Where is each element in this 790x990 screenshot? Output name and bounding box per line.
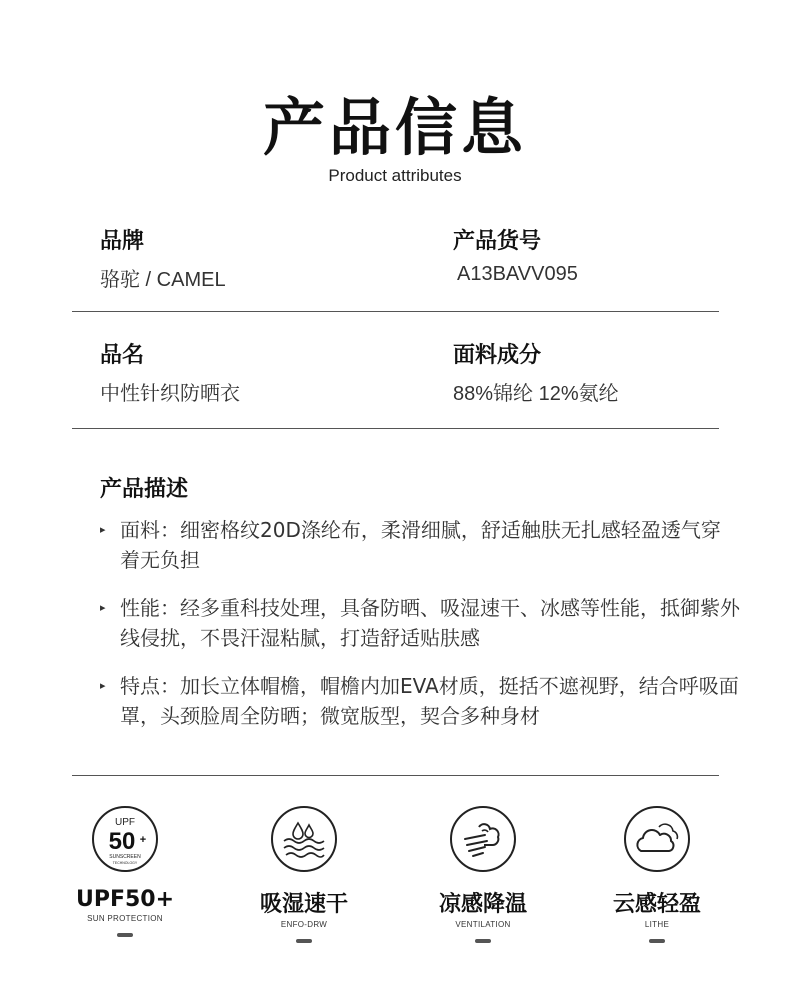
description-text: 面料：细密格纹20D涤纶布，柔滑细腻，舒适触肤无扎感轻盈透气穿着无负担 bbox=[120, 518, 721, 572]
upf50-icon bbox=[91, 805, 159, 873]
attribute-item-number bbox=[453, 224, 578, 286]
attribute-label: 产品货号 bbox=[453, 229, 542, 254]
divider bbox=[72, 775, 719, 776]
feature-lightweight bbox=[572, 805, 742, 943]
bullet-triangle-icon: ▸ bbox=[100, 523, 106, 536]
page-subtitle: Product attributes bbox=[328, 166, 462, 185]
upf-badge-bottom2: TECHNOLOGY bbox=[112, 861, 138, 865]
feature-label: 吸湿速干 bbox=[259, 892, 348, 917]
moisture-wicking-icon bbox=[270, 805, 338, 873]
feature-sublabel: ENFO-DRW bbox=[280, 920, 328, 929]
attribute-value: A13BAVV095 bbox=[457, 263, 578, 285]
feature-sublabel: SUN PROTECTION bbox=[87, 914, 163, 923]
page-title: 产品信息 bbox=[262, 91, 527, 164]
description-item bbox=[100, 515, 740, 575]
attribute-value: 中性针织防晒衣 bbox=[100, 383, 240, 405]
description-title: 产品描述 bbox=[100, 477, 189, 502]
feature-dash bbox=[117, 933, 133, 937]
feature-label: 凉感降温 bbox=[438, 892, 527, 917]
attribute-brand bbox=[100, 224, 226, 292]
attribute-label: 品牌 bbox=[100, 229, 145, 254]
upf-badge-bottom: SUNSCREEN bbox=[109, 854, 141, 860]
upf-badge-number: 50 bbox=[108, 828, 136, 855]
attribute-product-name bbox=[100, 338, 240, 406]
ventilation-icon bbox=[449, 805, 517, 873]
description-list bbox=[100, 515, 740, 749]
description-text: 特点：加长立体帽檐，帽檐内加EVA材质，挺括不遮视野，结合呼吸面罩，头颈脸周全防晒；微宽版型，契合多种身材 bbox=[120, 674, 739, 728]
attribute-value: 88%锦纶 12%氨纶 bbox=[453, 383, 619, 405]
attribute-label: 面料成分 bbox=[453, 343, 542, 368]
feature-label: UPF50+ bbox=[75, 887, 175, 912]
attribute-value: 骆驼 / CAMEL bbox=[100, 269, 226, 291]
feature-sublabel: LITHE bbox=[644, 920, 670, 929]
attribute-label: 品名 bbox=[100, 343, 145, 368]
description-text: 性能：经多重科技处理，具备防晒、吸湿速干、冰感等性能，抵御紫外线侵扰，不畏汗湿粘腻，打造舒适贴肤感 bbox=[120, 596, 740, 650]
feature-sublabel: VENTILATION bbox=[455, 920, 511, 929]
bullet-triangle-icon: ▸ bbox=[100, 601, 106, 614]
bullet-triangle-icon: ▸ bbox=[100, 679, 106, 692]
description-item bbox=[100, 671, 740, 731]
feature-upf bbox=[40, 805, 210, 937]
feature-dash bbox=[475, 939, 491, 943]
divider bbox=[72, 428, 719, 429]
cloud-icon bbox=[623, 805, 691, 873]
upf-badge-top: UPF bbox=[115, 817, 135, 828]
feature-dash bbox=[649, 939, 665, 943]
upf-badge-plus: + bbox=[139, 834, 147, 846]
feature-dash bbox=[296, 939, 312, 943]
description-item bbox=[100, 593, 740, 653]
feature-label: 云感轻盈 bbox=[612, 892, 701, 917]
divider bbox=[72, 311, 719, 312]
attribute-fabric bbox=[453, 338, 619, 406]
feature-quick-dry bbox=[219, 805, 389, 943]
feature-cooling bbox=[398, 805, 568, 943]
